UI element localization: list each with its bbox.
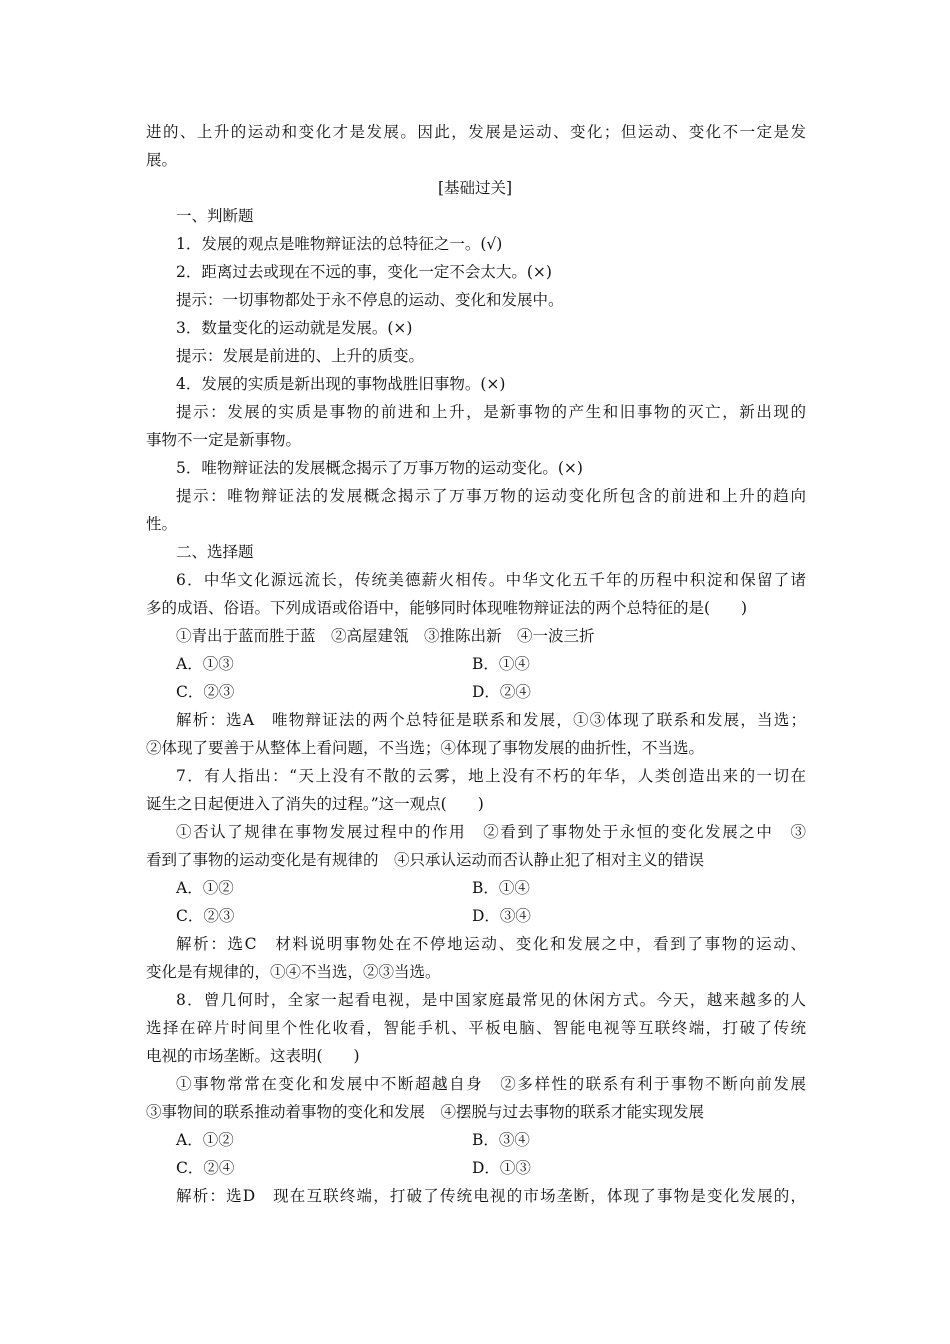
question-7-option-d: D．③④ (472, 907, 531, 925)
question-8-option-b: B．③④ (472, 1131, 530, 1149)
question-5-tip-line-2: 性。 (146, 515, 178, 533)
question-6-answer-line-1: 解析：选A 唯物辩证法的两个总特征是联系和发展，①③体现了联系和发展，当选； (176, 711, 806, 729)
question-3: 3．数量变化的运动就是发展。(×) (176, 319, 413, 337)
question-8-option-d: D．①③ (472, 1159, 531, 1177)
intro-line-2: 展。 (146, 151, 178, 169)
question-8-answer-line-1: 解析：选D 现在互联终端，打破了传统电视的市场垄断，体现了事物是变化发展的， (176, 1187, 806, 1205)
question-6-items: ①青出于蓝而胜于蓝 ②高屋建瓴 ③推陈出新 ④一波三折 (176, 627, 595, 645)
question-7-items-line-2: 看到了事物的运动变化是有规律的 ④只承认运动而否认静止犯了相对主义的错误 (146, 851, 705, 869)
question-6-stem-line-2: 多的成语、俗语。下列成语或俗语中，能够同时体现唯物辩证法的两个总特征的是( ) (146, 599, 748, 617)
question-1: 1．发展的观点是唯物辩证法的总特征之一。(√) (176, 235, 503, 253)
question-7-answer-line-1: 解析：选C 材料说明事物处在不停地运动、变化和发展之中，看到了事物的运动、 (176, 935, 806, 953)
question-2: 2．距离过去或现在不远的事，变化一定不会太大。(×) (176, 263, 552, 281)
question-8-stem-line-3: 电视的市场垄断。这表明( ) (146, 1047, 360, 1065)
question-8-items-line-2: ③事物间的联系推动着事物的变化和发展 ④摆脱与过去事物的联系才能实现发展 (146, 1103, 705, 1121)
question-7-stem-line-2: 诞生之日起便进入了消失的过程。”这一观点( ) (146, 795, 484, 813)
question-6-option-d: D．②④ (472, 683, 531, 701)
question-8-stem-line-2: 选择在碎片时间里个性化收看，智能手机、平板电脑、智能电视等互联终端，打破了传统 (146, 1019, 806, 1037)
question-5-tip-line-1: 提示：唯物辩证法的发展概念揭示了万事万物的运动变化所包含的前进和上升的趋向 (176, 487, 806, 505)
question-6-stem-line-1: 6．中华文化源远流长，传统美德薪火相传。中华文化五千年的历程中积淀和保留了诸 (176, 571, 806, 589)
question-4: 4．发展的实质是新出现的事物战胜旧事物。(×) (176, 375, 506, 393)
question-2-tip: 提示：一切事物都处于永不停息的运动、变化和发展中。 (176, 291, 564, 309)
intro-line-1: 进的、上升的运动和变化才是发展。因此，发展是运动、变化；但运动、变化不一定是发 (146, 123, 806, 141)
question-7-option-a: A．①② (176, 879, 234, 897)
question-4-tip-line-2: 事物不一定是新事物。 (146, 431, 302, 449)
question-7-items-line-1: ①否认了规律在事物发展过程中的作用 ②看到了事物处于永恒的变化发展之中 ③ (176, 823, 806, 841)
question-3-tip: 提示：发展是前进的、上升的质变。 (176, 347, 425, 365)
question-8-option-a: A．①② (176, 1131, 234, 1149)
question-7-option-c: C．②③ (176, 907, 235, 925)
question-4-tip-line-1: 提示：发展的实质是事物的前进和上升，是新事物的产生和旧事物的灭亡，新出现的 (176, 403, 806, 421)
question-6-option-b: B．①④ (472, 655, 530, 673)
question-5: 5．唯物辩证法的发展概念揭示了万事万物的运动变化。(×) (176, 459, 583, 477)
question-7-option-b: B．①④ (472, 879, 530, 897)
section-title: [基础过关] (437, 179, 513, 197)
part2-heading: 二、选择题 (176, 543, 254, 561)
question-7-stem-line-1: 7．有人指出：“天上没有不散的云雾，地上没有不朽的年华，人类创造出来的一切在 (176, 767, 806, 785)
part1-heading: 一、判断题 (176, 207, 254, 225)
question-8-option-c: C．②④ (176, 1159, 235, 1177)
question-6-option-c: C．②③ (176, 683, 235, 701)
question-6-option-a: A．①③ (176, 655, 234, 673)
question-6-answer-line-2: ②体现了要善于从整体上看问题，不当选；④体现了事物发展的曲折性，不当选。 (146, 739, 705, 757)
question-8-stem-line-1: 8．曾几何时，全家一起看电视，是中国家庭最常见的休闲方式。今天，越来越多的人 (176, 991, 806, 1009)
question-7-answer-line-2: 变化是有规律的，①④不当选，②③当选。 (146, 963, 441, 981)
question-8-items-line-1: ①事物常常在变化和发展中不断超越自身 ②多样性的联系有利于事物不断向前发展 (176, 1075, 806, 1093)
